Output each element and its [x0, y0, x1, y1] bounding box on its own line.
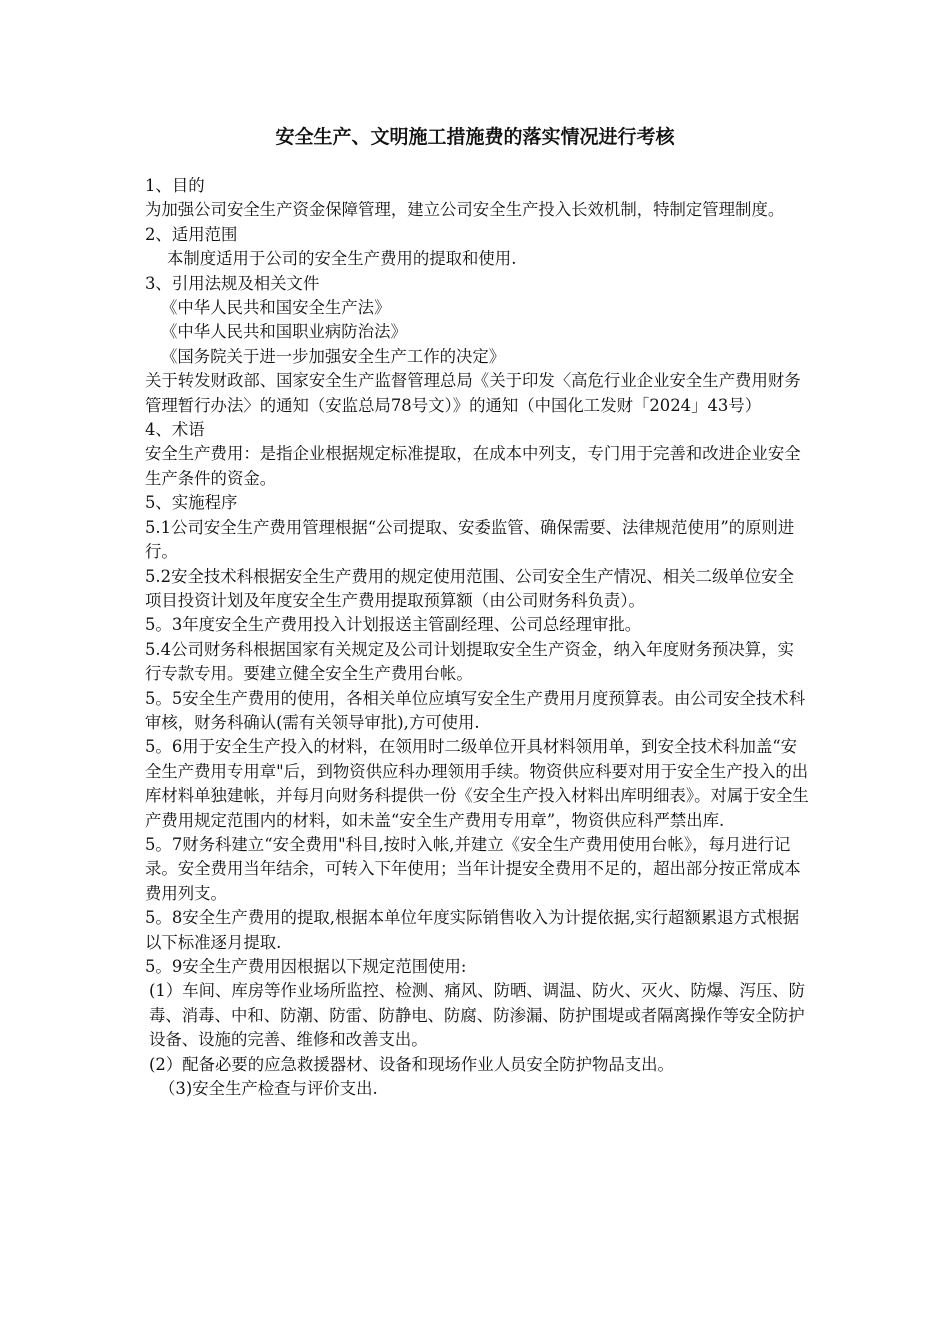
section-heading: 1、目的: [145, 176, 205, 195]
clause: 5。5安全生产费用的使用，各相关单位应填写安全生产费用月度预算表。由公司安全技术科审核，财务科确认(需有关领导审批),方可使用.: [145, 688, 806, 732]
reference-item: 《中华人民共和国安全生产法》: [161, 298, 391, 318]
paragraph: 本制度适用于公司的安全生产费用的提取和使用.: [167, 249, 517, 269]
reference-item: 《国务院关于进一步加强安全生产工作的决定》: [161, 346, 506, 366]
list-item: (1）车间、库房等作业场所监控、检测、痛风、防晒、调温、防火、灭火、防爆、泻压、防毒、消毒、中和、防潮、防雷、防静电、防腐、防渗漏、防护围堤或者隔离操作等安全防护设备、设施的完善、维修和改善支出。: [149, 981, 806, 1050]
list-item: (2）配备必要的应急救援器材、设备和现场作业人员安全防护物品支出。: [149, 1054, 674, 1074]
clause: 5.1公司安全生产费用管理根据“公司提取、安委监管、确保需要、法律规范使用”的原则进行。: [145, 517, 795, 562]
reference-item: 《中华人民共和国职业病防治法》: [161, 322, 407, 342]
clause: 5。3年度安全生产费用投入计划报送主管副经理、公司总经理审批。: [145, 615, 642, 635]
clause: 5。7财务科建立“安全费用"科目,按时入帐,并建立《安全生产费用使用台帐》，每月进行记录。安全费用当年结余，可转入下年使用；当年计提安全费用不足的，超出部分按正常成本费用列支。: [145, 834, 801, 903]
document-body: [145, 174, 810, 1101]
paragraph: 安全生产费用：是指企业根据规定标准提取，在成本中列支，专门用于完善和改进企业安全生产条件的资金。: [145, 444, 801, 488]
document-title: 安全生产、文明施工措施费的落实情况进行考核: [275, 126, 675, 148]
section-heading: 3、引用法规及相关文件: [145, 273, 320, 293]
clause: 5。8安全生产费用的提取,根据本单位年度实际销售收入为计提依据,实行超额累退方式根据以下标准逐月提取.: [145, 908, 800, 952]
clause: 5。6用于安全生产投入的材料，在领用时二级单位开具材料领用单，到安全技术科加盖“安全生产费用专用章"后，到物资供应科办理领用手续。物资供应科要对用于安全生产投入的出库材料单独建帐，并每月向财务科提供一份《安全生产投入材料出库明细表》。对属于安全生产费用规定范围内的材料，如未盖“安全生产费用专用章”，物资供应科严禁出库.: [145, 737, 809, 830]
clause: 5。9安全生产费用因根据以下规定范围使用:: [145, 957, 467, 976]
list-item: （3)安全生产检查与评价支出.: [159, 1079, 378, 1099]
section-heading: 2、适用范围: [145, 224, 238, 244]
clause: 5.4公司财务科根据国家有关规定及公司计划提取安全生产资金，纳入年度财务预决算，实行专款专用。要建立健全安全生产费用台帐。: [145, 639, 794, 684]
paragraph: 为加强公司安全生产资金保障管理，建立公司安全生产投入长效机制，特制定管理制度。: [145, 200, 785, 220]
paragraph: 关于转发财政部、国家安全生产监督管理总局《关于印发〈高危行业企业安全生产费用财务管理暂行办法〉的通知（安监总局78号文）》的通知（中国化工发财「2024」43号）: [145, 371, 801, 415]
section-heading: 5、实施程序: [145, 493, 238, 513]
section-heading: 4、术语: [145, 420, 205, 440]
clause: 5.2安全技术科根据安全生产费用的规定使用范围、公司安全生产情况、相关二级单位安全项目投资计划及年度安全生产费用提取预算额（由公司财务科负责）。: [145, 566, 794, 610]
